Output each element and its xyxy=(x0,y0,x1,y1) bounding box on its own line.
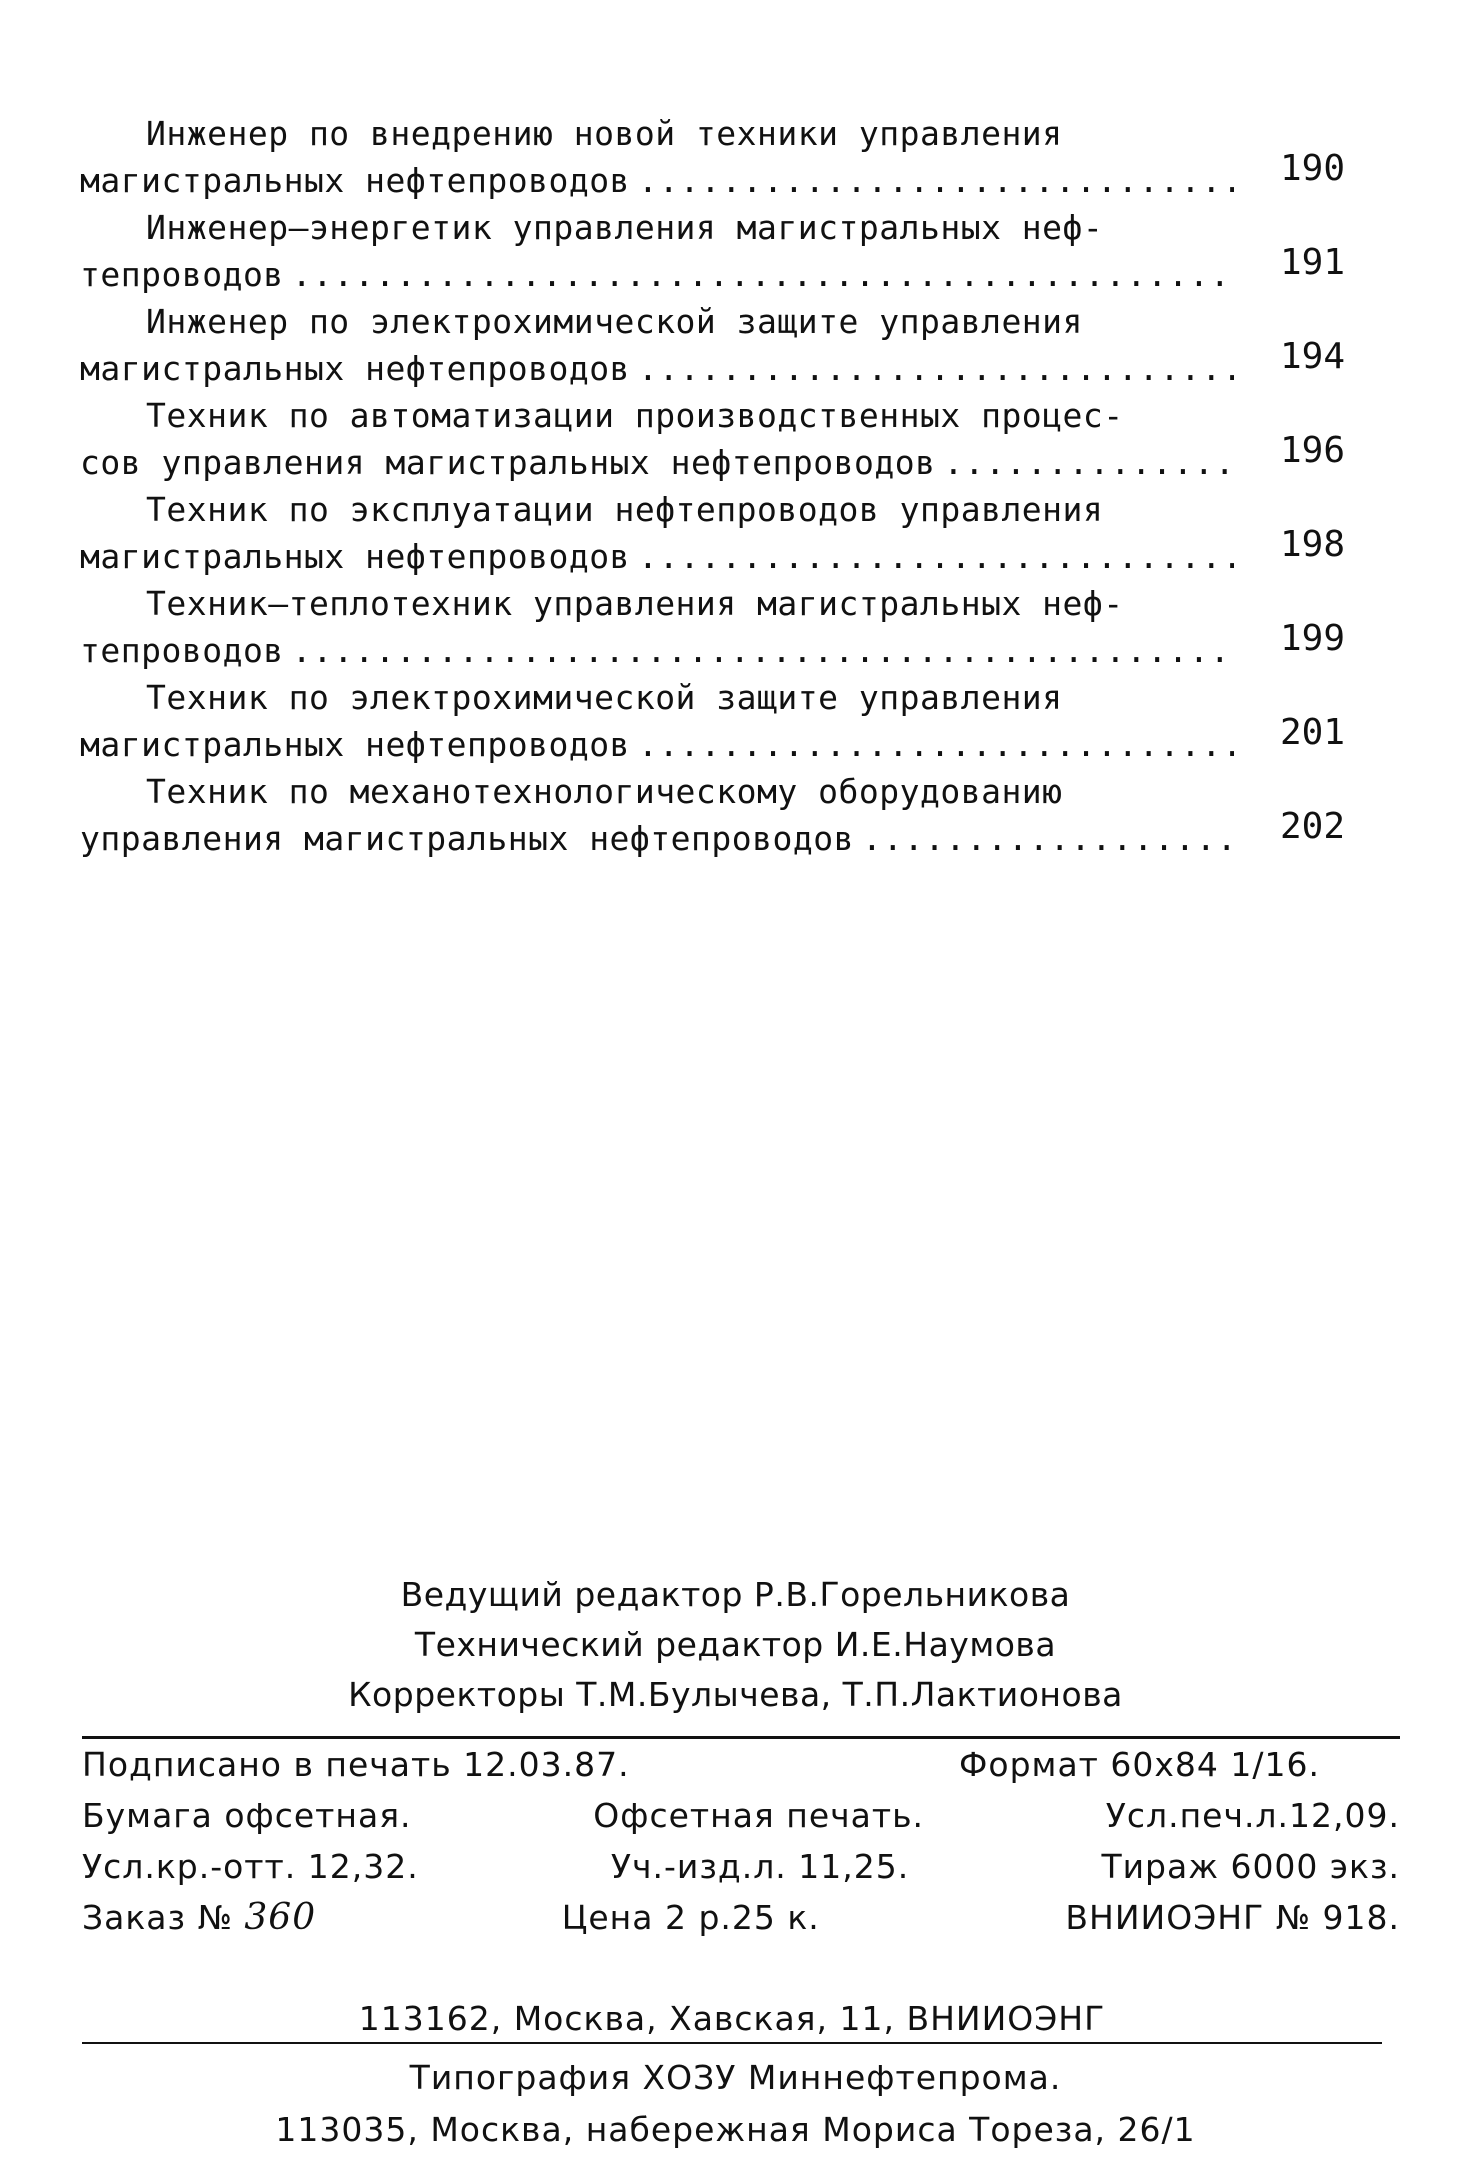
toc-entry-title-line1: Техник по эксплуатации нефтепроводов управления xyxy=(146,490,1104,529)
table-of-contents xyxy=(80,110,1390,862)
toc-entry xyxy=(80,110,1390,204)
toc-entry xyxy=(80,768,1390,862)
dot-leader xyxy=(638,721,1234,768)
printing-house-name: Типография ХОЗУ Миннефтепрома. xyxy=(409,2058,1062,2097)
toc-entry-title-line2: сов управления магистральных нефтепроводов xyxy=(80,443,936,482)
print-run: Тираж 6000 экз. xyxy=(1101,1847,1400,1886)
dot-leader xyxy=(638,157,1234,204)
printing-method: Офсетная печать. xyxy=(593,1796,925,1835)
publisher-address: 113162, Москва, Хавская, 11, ВНИИОЭНГ xyxy=(82,1996,1382,2044)
dot-leader xyxy=(862,815,1234,862)
toc-entry-title-line2: тепроводов xyxy=(80,255,284,294)
toc-entry xyxy=(80,674,1390,768)
paper-type: Бумага офсетная. xyxy=(82,1796,412,1835)
toc-page-number: 194 xyxy=(1280,336,1346,377)
editorial-credits xyxy=(0,1570,1471,1720)
toc-entry-title-line2: управления магистральных нефтепроводов xyxy=(80,819,854,858)
imprint-row xyxy=(82,1790,1400,1841)
toc-entry-title-line2: магистральных нефтепроводов xyxy=(80,161,630,200)
toc-page-number: 202 xyxy=(1280,806,1346,847)
toc-page-number: 191 xyxy=(1280,242,1346,283)
order-number: 360 xyxy=(244,1897,317,1938)
dot-leader xyxy=(943,439,1234,486)
signed-for-print: Подписано в печать 12.03.87. xyxy=(82,1745,630,1784)
format: Формат 60x84 1/16. xyxy=(959,1745,1320,1784)
toc-page-number: 196 xyxy=(1280,430,1346,471)
toc-entry-title-line1: Техник по механотехнологическому оборудованию xyxy=(146,772,1063,811)
imprint-row xyxy=(82,1892,1400,1943)
proofreaders: Корректоры Т.М.Булычева, Т.П.Лактионова xyxy=(348,1675,1123,1714)
printing-house-address: 113035, Москва, набережная Мориса Тореза, 26/1 xyxy=(275,2110,1196,2149)
toc-entry xyxy=(80,486,1390,580)
toc-entry-title-line1: Техник по электрохимической защите управления xyxy=(146,678,1063,717)
imprint-block xyxy=(82,1736,1400,1943)
dot-leader xyxy=(638,345,1234,392)
dot-leader xyxy=(292,627,1234,674)
toc-entry xyxy=(80,204,1390,298)
toc-entry-title-line1: Инженер по электрохимической защите управления xyxy=(146,302,1083,341)
toc-entry-title-line1: Инженер–энергетик управления магистральных неф- xyxy=(146,208,1104,247)
publisher-number: ВНИИОЭНГ № 918. xyxy=(1065,1898,1400,1937)
toc-page-number: 190 xyxy=(1280,148,1346,189)
toc-entry xyxy=(80,580,1390,674)
toc-entry xyxy=(80,298,1390,392)
toc-entry-title-line2: магистральных нефтепроводов xyxy=(80,725,630,764)
price: Цена 2 р.25 к. xyxy=(561,1898,820,1937)
toc-entry-title-line2: магистральных нефтепроводов xyxy=(80,349,630,388)
imprint-row xyxy=(82,1841,1400,1892)
toc-entry-title-line1: Техник–теплотехник управления магистральных неф- xyxy=(146,584,1124,623)
lead-editor: Ведущий редактор Р.В.Горельникова xyxy=(400,1575,1071,1614)
order-label: Заказ № xyxy=(82,1898,233,1937)
technical-editor: Технический редактор И.Е.Наумова xyxy=(414,1625,1057,1664)
toc-entry-title-line2: тепроводов xyxy=(80,631,284,670)
dot-leader xyxy=(638,533,1234,580)
printing-house xyxy=(0,2052,1471,2156)
toc-entry-title-line2: магистральных нефтепроводов xyxy=(80,537,630,576)
toc-page-number: 199 xyxy=(1280,618,1346,659)
printed-sheets: Усл.печ.л.12,09. xyxy=(1105,1796,1400,1835)
dot-leader xyxy=(292,251,1234,298)
toc-page-number: 201 xyxy=(1280,712,1346,753)
toc-entry-title-line1: Техник по автоматизации производственных процес- xyxy=(146,396,1124,435)
color-impressions: Усл.кр.-отт. 12,32. xyxy=(82,1847,419,1886)
publisher-sheets: Уч.-изд.л. 11,25. xyxy=(610,1847,910,1886)
order xyxy=(82,1892,316,1943)
imprint-row xyxy=(82,1739,1400,1790)
toc-page-number: 198 xyxy=(1280,524,1346,565)
toc-entry xyxy=(80,392,1390,486)
toc-entry-title-line1: Инженер по внедрению новой техники управления xyxy=(146,114,1063,153)
